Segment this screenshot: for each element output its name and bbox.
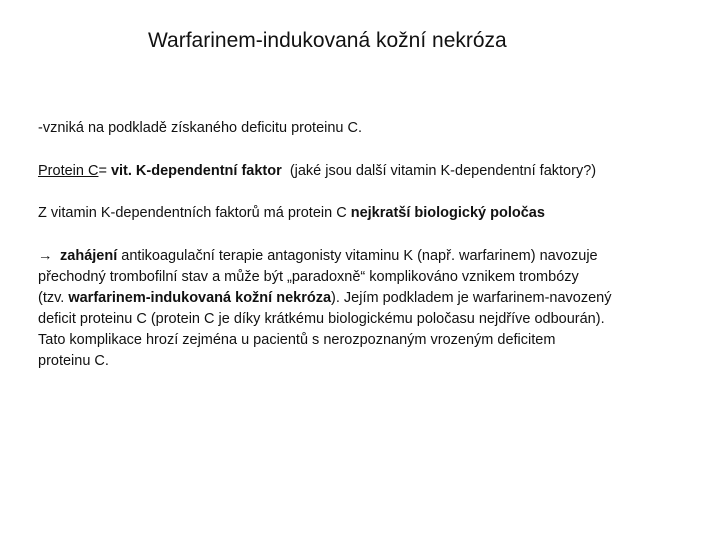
equals-sign: =: [98, 163, 107, 179]
paragraph-warfarin-initiation: [38, 246, 698, 372]
line-5: Tato komplikace hrozí zejména u pacientů s nerozpoznaným vrozeným deficitem: [38, 332, 556, 348]
initiation-bold: zahájení: [60, 248, 118, 264]
half-life-text: Z vitamin K-dependentních faktorů má protein C: [38, 205, 347, 221]
line-3-prefix: (tzv.: [38, 290, 65, 306]
paragraph-half-life: [38, 203, 698, 224]
question-text: (jaké jsou další vitamin K-dependentní faktory?): [289, 163, 597, 179]
line-6: proteinu C.: [38, 353, 109, 369]
slide-title: Warfarinem-indukovaná kožní nekróza: [148, 29, 507, 52]
line-3: [38, 288, 698, 309]
line-1: [38, 246, 698, 267]
slide-body: [38, 118, 698, 372]
line-1-rest: antikoagulační terapie antagonisty vitaminu K (např. warfarinem) navozuje: [121, 248, 598, 264]
line-3-suffix: ). Jejím podkladem je warfarinem-navozený: [331, 290, 612, 306]
shortest-half-life-bold: nejkratší biologický poločas: [350, 205, 545, 221]
line-2: přechodný trombofilní stav a může být „paradoxně“ komplikováno vznikem trombózy: [38, 269, 579, 285]
line-4: deficit proteinu C (protein C je díky krátkému biologickému poločasu nejdříve odbourán).: [38, 311, 605, 327]
paragraph-acquired-deficit: [38, 118, 698, 139]
vitamin-k-factor-bold: vit. K-dependentní faktor: [110, 163, 282, 179]
arrow-right-icon: →: [38, 248, 53, 264]
acquired-deficit-text: -vzniká na podkladě získaného deficitu proteinu C.: [38, 120, 363, 136]
paragraph-protein-c: [38, 161, 698, 182]
protein-c-label: Protein C: [38, 163, 99, 179]
skin-necrosis-bold: warfarinem-indukovaná kožní nekróza: [68, 290, 332, 306]
